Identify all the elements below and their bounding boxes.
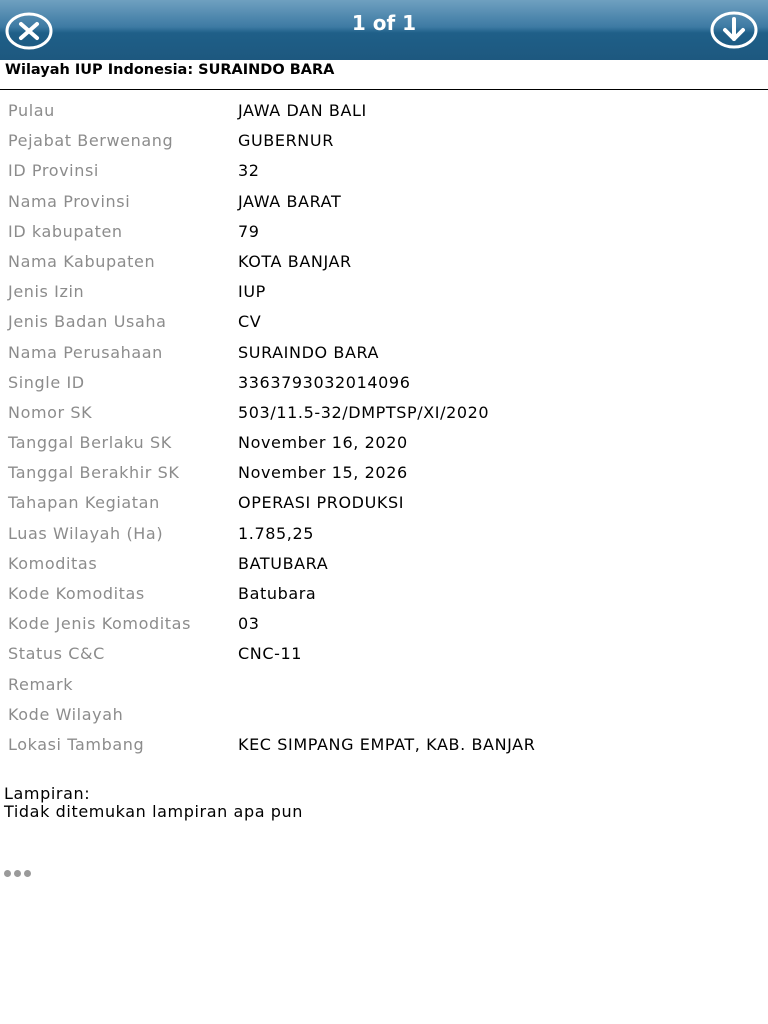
field-value: CV: [238, 312, 262, 332]
field-label: Single ID: [8, 372, 85, 392]
field-value: JAWA BARAT: [238, 191, 342, 211]
field-value: Batubara: [238, 584, 317, 603]
field-label: Remark: [8, 674, 74, 694]
attachments-empty-message: Tidak ditemukan lampiran apa pun: [4, 802, 304, 821]
field-value: CNC-11: [238, 644, 303, 664]
field-value: KOTA BANJAR: [238, 251, 352, 271]
field-row-remark: [0, 670, 768, 700]
field-value: BATUBARA: [238, 553, 329, 573]
attachments-label: Lampiran:: [4, 784, 91, 803]
field-label: Kode Komoditas: [8, 584, 145, 603]
field-row-jenis-izin: [0, 277, 768, 307]
field-row-lokasi-tambang: [0, 730, 768, 760]
field-label: Status C&C: [8, 644, 105, 664]
field-row-komoditas: [0, 549, 768, 579]
field-value: OPERASI PRODUKSI: [238, 493, 405, 513]
more-dots-icon[interactable]: [4, 862, 38, 870]
field-label: Jenis Izin: [8, 282, 85, 302]
field-row-single-id: [0, 368, 768, 398]
field-label: Tanggal Berakhir SK: [8, 463, 180, 483]
field-row-luas-wilayah: [0, 519, 768, 549]
field-label: Jenis Badan Usaha: [8, 312, 167, 332]
arrow-down-circle-icon: [709, 10, 759, 50]
attribute-table: [0, 96, 768, 760]
field-label: Pejabat Berwenang: [8, 131, 174, 151]
field-value: November 15, 2026: [238, 463, 408, 483]
field-row-id-kabupaten: [0, 217, 768, 247]
field-value: November 16, 2020: [238, 433, 408, 453]
next-feature-button[interactable]: [709, 10, 759, 50]
field-value: JAWA DAN BALI: [238, 101, 367, 120]
field-row-nama-perusahaan: [0, 338, 768, 368]
field-label: Lokasi Tambang: [8, 734, 145, 754]
field-value: 03: [238, 614, 260, 634]
field-label: Kode Jenis Komoditas: [8, 614, 192, 634]
field-row-id-provinsi: [0, 156, 768, 186]
field-row-nomor-sk: [0, 398, 768, 428]
feature-counter: 1 of 1: [351, 11, 417, 35]
field-value: GUBERNUR: [238, 131, 334, 151]
field-row-kode-wilayah: [0, 700, 768, 730]
field-label: Tanggal Berlaku SK: [8, 433, 172, 453]
field-row-tahapan-kegiatan: [0, 488, 768, 518]
field-row-kode-komoditas: [0, 579, 768, 609]
popup-header-bar: [0, 0, 768, 60]
field-value: 32: [238, 161, 260, 181]
field-label: Nama Kabupaten: [8, 251, 156, 271]
field-value: IUP: [238, 282, 266, 302]
field-label: Nama Provinsi: [8, 191, 131, 211]
field-label: Tahapan Kegiatan: [8, 493, 160, 513]
field-value: 79: [238, 221, 260, 241]
field-value: 503/11.5-32/DMPTSP/XI/2020: [238, 402, 490, 422]
field-row-pulau: [0, 96, 768, 126]
field-value: 1.785,25: [238, 523, 315, 543]
title-divider: [0, 89, 768, 90]
field-row-nama-provinsi: [0, 187, 768, 217]
field-row-tanggal-berakhir-sk: [0, 458, 768, 488]
field-value: SURAINDO BARA: [238, 342, 380, 362]
field-label: Pulau: [8, 101, 55, 120]
field-label: Luas Wilayah (Ha): [8, 523, 164, 543]
field-row-pejabat-berwenang: [0, 126, 768, 156]
popup-title: Wilayah IUP Indonesia: SURAINDO BARA: [5, 62, 335, 78]
field-row-tanggal-berlaku-sk: [0, 428, 768, 458]
field-label: Komoditas: [8, 553, 98, 573]
field-label: Kode Wilayah: [8, 704, 124, 724]
field-row-kode-jenis-komoditas: [0, 609, 768, 639]
field-row-nama-kabupaten: [0, 247, 768, 277]
field-value: 3363793032014096: [238, 372, 411, 392]
field-label: ID Provinsi: [8, 161, 99, 181]
field-value: KEC SIMPANG EMPAT, KAB. BANJAR: [238, 734, 536, 754]
field-row-jenis-badan-usaha: [0, 307, 768, 337]
field-row-status-cnc: [0, 639, 768, 669]
field-label: ID kabupaten: [8, 221, 123, 241]
field-label: Nama Perusahaan: [8, 342, 163, 362]
field-label: Nomor SK: [8, 402, 93, 422]
